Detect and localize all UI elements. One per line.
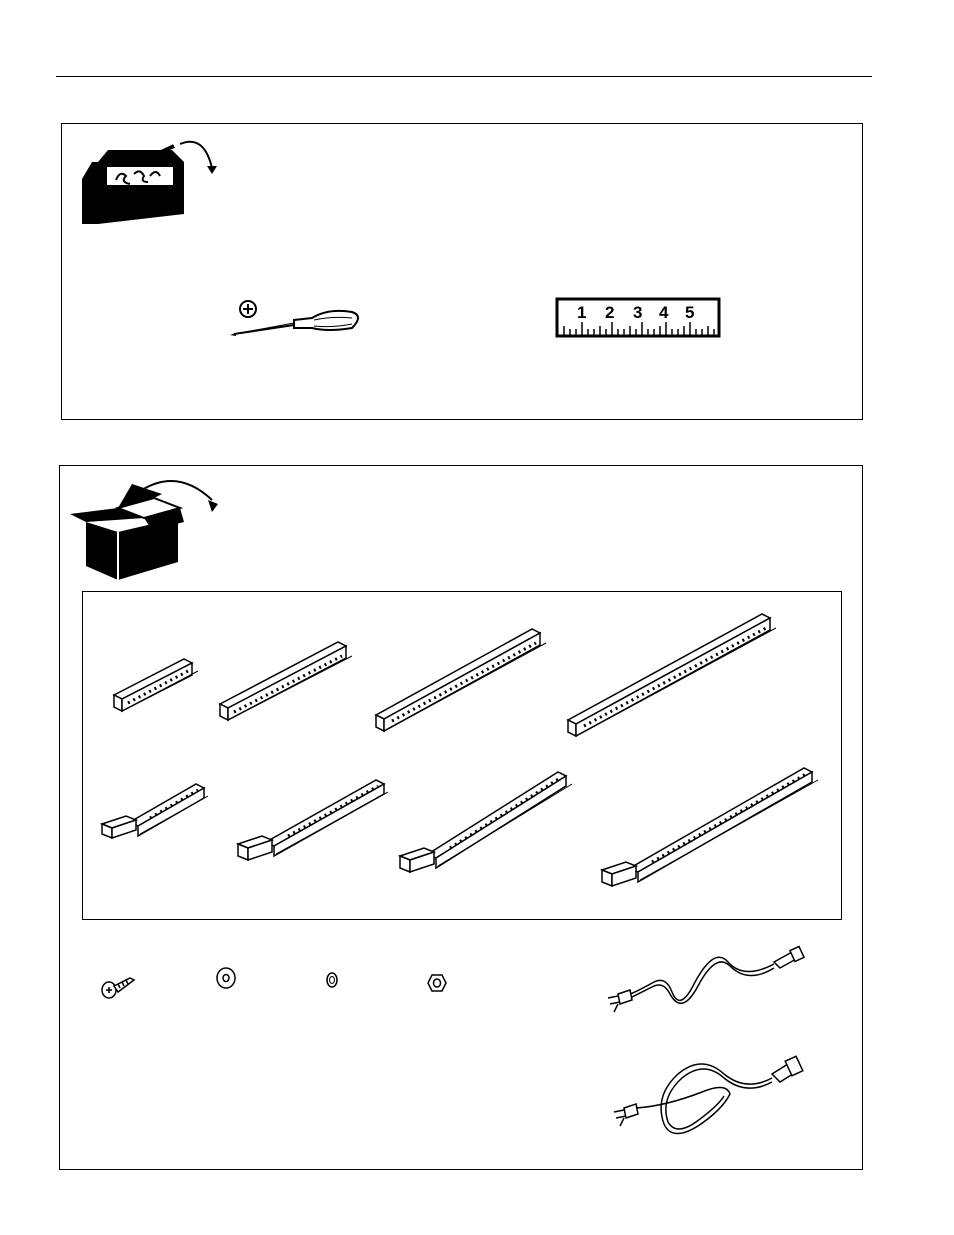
power-strip-long (374, 625, 550, 735)
power-cord-icon (604, 944, 808, 1020)
power-strip-medium-inlet (236, 772, 392, 864)
ruler-icon (556, 298, 720, 338)
header-rule (56, 76, 872, 77)
ruler-mark-4: 4 (659, 303, 669, 322)
open-box-icon (66, 470, 226, 585)
ruler-mark-2: 2 (605, 303, 615, 322)
ruler-mark-5: 5 (685, 303, 695, 322)
ruler-mark-1: 1 (577, 303, 587, 322)
power-cord-icon (606, 1054, 806, 1144)
screw-icon (100, 970, 140, 1000)
ruler-mark-3: 3 (633, 303, 643, 322)
power-strip-long-inlet (398, 768, 576, 876)
toolbox-icon (76, 124, 226, 234)
power-strip-short-inlet (100, 778, 210, 842)
screwdriver-icon (228, 298, 368, 342)
power-strip-medium (218, 638, 358, 722)
hex-nut-icon (426, 972, 448, 994)
power-strip-short (112, 655, 202, 715)
flat-washer-icon (214, 966, 238, 990)
lock-washer-icon (324, 970, 340, 990)
power-strip-extra-long-inlet (600, 764, 822, 892)
power-strip-extra-long (566, 610, 781, 740)
